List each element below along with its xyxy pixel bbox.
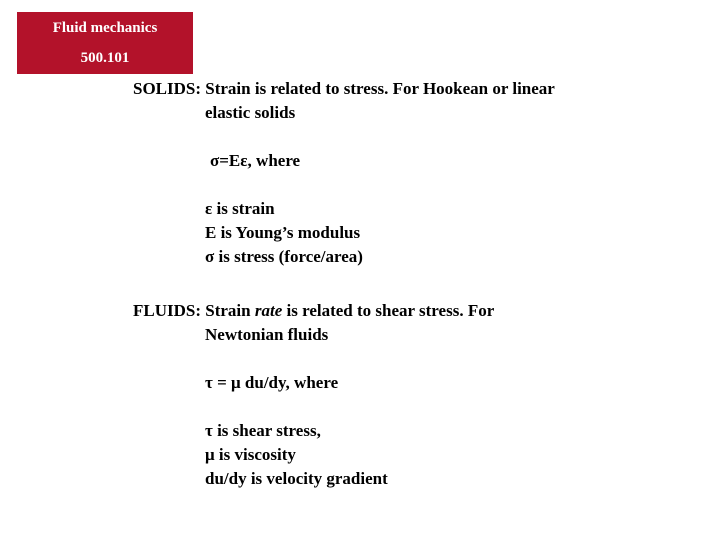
course-title: Fluid mechanics <box>52 20 158 36</box>
rate-emphasis: rate <box>254 301 283 320</box>
definition-youngs-modulus: E is Young’s modulus <box>205 223 361 242</box>
course-number: 500.101 <box>80 50 130 66</box>
fluids-heading-start: FLUIDS: Strain <box>133 301 255 320</box>
solids-heading-line: SOLIDS: Strain is related to stress. For Hookean or linear <box>133 79 555 98</box>
definition-stress: σ is stress (force/area) <box>205 247 363 266</box>
hooke-equation: σ=Eε, where <box>210 151 301 170</box>
newton-equation: τ = μ du/dy, where <box>205 373 339 392</box>
definition-velocity-gradient: du/dy is velocity gradient <box>205 469 388 488</box>
fluids-heading-line <box>133 299 494 323</box>
definition-shear-stress: τ is shear stress, <box>205 421 321 440</box>
fluids-heading-continuation: Newtonian fluids <box>205 325 329 344</box>
definition-viscosity: μ is viscosity <box>205 445 296 464</box>
fluids-heading-end: is related to shear stress. For <box>282 301 495 320</box>
course-badge <box>17 12 193 74</box>
definition-strain: ε is strain <box>205 199 275 218</box>
solids-heading-continuation: elastic solids <box>205 103 296 122</box>
